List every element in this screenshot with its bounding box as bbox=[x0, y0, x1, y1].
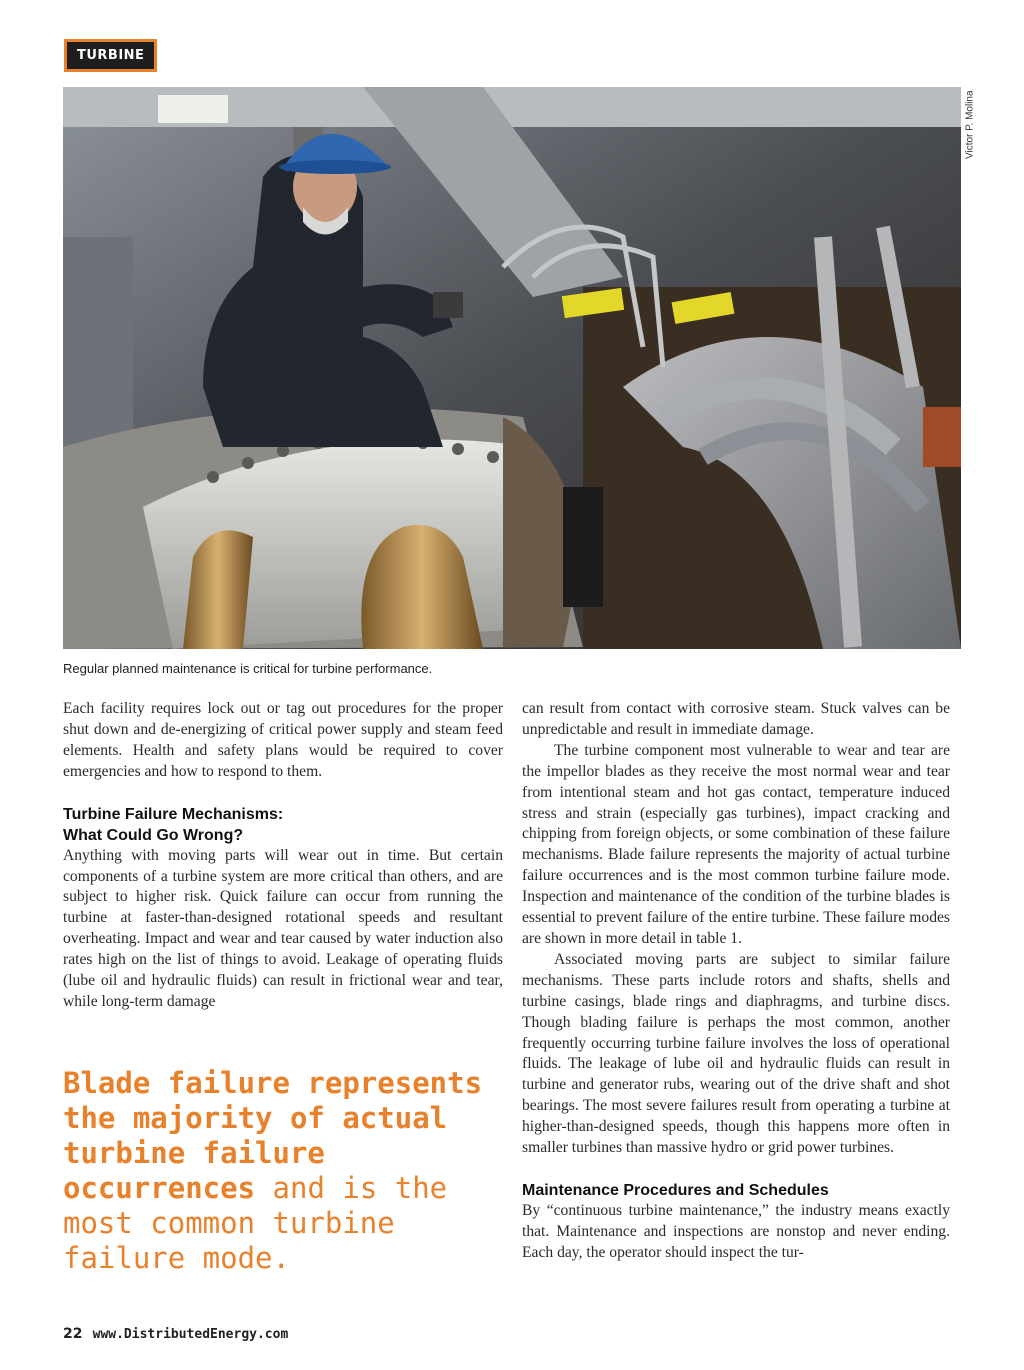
pull-quote-rest: and is the most common turbine failure mode. bbox=[63, 1171, 448, 1275]
left-column bbox=[63, 699, 503, 1013]
photo-caption: Regular planned maintenance is critical for turbine performance. bbox=[63, 661, 433, 676]
continuation-paragraph: can result from contact with corrosive steam. Stuck valves can be unpredictable and result in immediate damage. bbox=[522, 700, 950, 738]
photo-credit: Victor P. Molina bbox=[964, 90, 976, 160]
failure-mechanisms-heading-line1: Turbine Failure Mechanisms: bbox=[63, 805, 284, 823]
section-tag: TURBINE bbox=[64, 39, 157, 72]
turbine-maintenance-photo bbox=[63, 87, 961, 649]
pull-quote-emphasis: Blade failure represents the majority of actual turbine failure occurrences bbox=[63, 1066, 483, 1205]
failure-mechanisms-paragraph: Anything with moving parts will wear out in time. But certain components of a turbine system are more critical than others, and are subject to higher risk. Quick failure can occur from running the turbine at faster-than-designed rotational speeds and resultant overheating. Impact and wear and tear caused by water induction also rates high on the list of things to avoid. Leakage of operating fluids (lube oil and hydraulic fluids) can result in frictional wear and tear, while long-term damage bbox=[63, 846, 503, 1010]
maintenance-heading: Maintenance Procedures and Schedules bbox=[522, 1181, 829, 1199]
moving-parts-paragraph: Associated moving parts are subject to similar failure mechanisms. These parts include rotors and shafts, shells and turbine casings, blade rings and diaphragms, and turbine discs. Though blading failure is perhaps the most common, another frequently occurring turbine failure involves the loss of operational fluids. The leakage of lube oil and hydraulic fluids can result in turbine and generator rubs, wearing out of the drive shaft and shot bearings. The most severe failures result from operating a turbine at higher-than-designed speeds, though this happens more often in smaller turbines than massive hydro or grid power turbines. bbox=[522, 950, 950, 1157]
blades-paragraph: The turbine component most vulnerable to wear and tear are the impellor blades as they receive the most normal wear and tear from intentional steam and hot gas contact, temperature induced stress and strain (especially gas turbines), impact cracking and chipping from foreign objects, or some combination of these failure mechanisms. Blade failure represents the majority of actual turbine failure occurrences and is the most common turbine failure mode. Inspection and maintenance of the condition of the turbine blades is essential to prevent failure of the entire turbine. These failure modes are shown in more detail in table 1. bbox=[522, 741, 950, 947]
pull-quote bbox=[63, 1066, 513, 1276]
page-footer bbox=[63, 1326, 288, 1342]
right-column bbox=[522, 699, 950, 1264]
intro-paragraph: Each facility requires lock out or tag out procedures for the proper shut down and de-energizing of critical power supply and steam feed elements. Health and safety plans would be required to cover emergencies and how to respond to them. bbox=[63, 700, 503, 780]
page-number: 22 bbox=[63, 1326, 83, 1342]
website-link[interactable]: www.DistributedEnergy.com bbox=[92, 1327, 289, 1342]
maintenance-paragraph: By “continuous turbine maintenance,” the industry means exactly that. Maintenance and inspections are nonstop and never ending. Each day, the operator should inspect the tur- bbox=[522, 1201, 950, 1261]
failure-mechanisms-heading-line2: What Could Go Wrong? bbox=[63, 826, 244, 844]
